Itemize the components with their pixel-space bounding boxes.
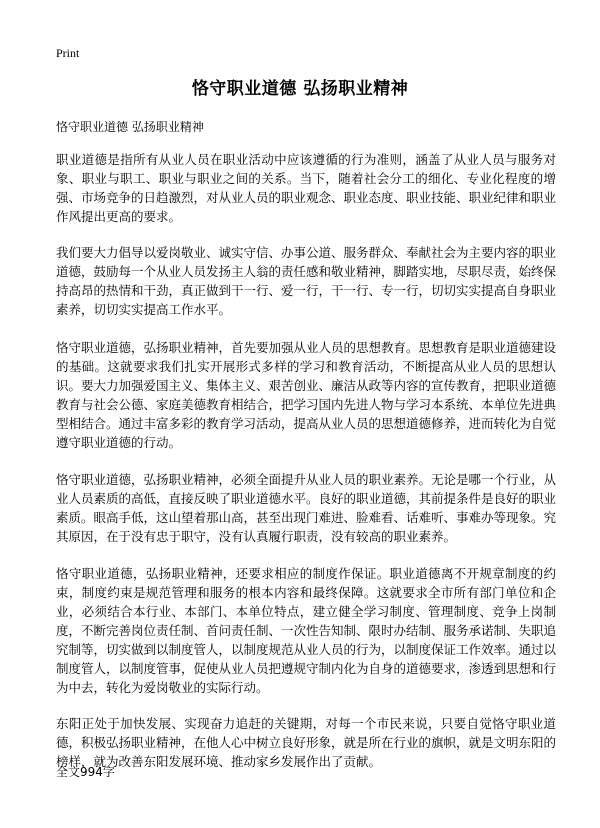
page-title: 恪守职业道德 弘扬职业精神	[191, 79, 409, 99]
article-paragraph: 恪守职业道德，弘扬职业精神，必须全面提升从业人员的职业素养。无论是哪一个行业，从业人员素质的高低，直接反映了职业道德水平。良好的职业道德，其前提条件是良好的职业素质。眼高手低，这山望着那山高，甚至出现门难进、脸难看、话难听、事难办等现象。究其原因，在于没有忠于职守，没有认真履行职责，没有较高的职业素养。	[56, 472, 557, 544]
article-paragraph: 我们要大力倡导以爱岗敬业、诚实守信、办事公道、服务群众、奉献社会为主要内容的职业道德，鼓励每一个从业人员发扬主人翁的责任感和敬业精神，脚踏实地，尽职尽责，始终保持高昂的热情和干劲，真正做到干一行、爱一行，干一行、专一行，切切实实提高自身职业素养，切切实实提高工作水平。	[56, 245, 557, 317]
word-count: 全文994字	[56, 765, 115, 779]
print-link[interactable]: Print	[56, 46, 80, 60]
article-paragraph: 恪守职业道德，弘扬职业精神，还要求相应的制度作保证。职业道德离不开规章制度的约束，制度约束是规范管理和服务的根本内容和最终保障。这就要求全市所有部门单位和企业，必须结合本行业、本部门、本单位特点，建立健全学习制度、管理制度、竞争上岗制度，不断完善岗位责任制、首问责任制、一次性告知制、限时办结制、服务承诺制、失职追究制等，切实做到以制度管人，以制度规范从业人员的行为，以制度保证工作效率。通过以制度管人，以制度管事，促使从业人员把遵规守制内化为自身的道德要求，渗透到思想和行为中去，转化为爱岗敬业的实际行动。	[56, 566, 557, 695]
article-paragraph: 恪守职业道德，弘扬职业精神，首先要加强从业人员的思想教育。思想教育是职业道德建设的基础。这就要求我们扎实开展形式多样的学习和教育活动，不断提高从业人员的思想认识。要大力加强爱国主义、集体主义、艰苦创业、廉洁从政等内容的宣传教育，把职业道德教育与社会公德、家庭美德教育相结合，把学习国内先进人物与学习本系统、本单位先进典型相结合。通过丰富多彩的教育学习活动，提高从业人员的思想道德修养，进而转化为自觉遵守职业道德的行动。	[56, 340, 557, 450]
article-subtitle: 恪守职业道德 弘扬职业精神	[56, 120, 204, 134]
article-body	[56, 150, 556, 789]
article-paragraph: 职业道德是指所有从业人员在职业活动中应该遵循的行为准则，涵盖了从业人员与服务对象、职业与职工、职业与职业之间的关系。当下，随着社会分工的细化、专业化程度的增强、市场竞争的日趋激烈，对从业人员的职业观念、职业态度、职业技能、职业纪律和职业作风提出更高的要求。	[56, 152, 557, 224]
article-paragraph: 东阳正处于加快发展、实现奋力追赶的关键期，对每一个市民来说，只要自觉恪守职业道德，积极弘扬职业精神，在他人心中树立良好形象，就是所在行业的旗帜，就是文明东阳的榜样，就为改善东阳发展环境、推动家乡发展作出了贡献。	[56, 716, 557, 769]
